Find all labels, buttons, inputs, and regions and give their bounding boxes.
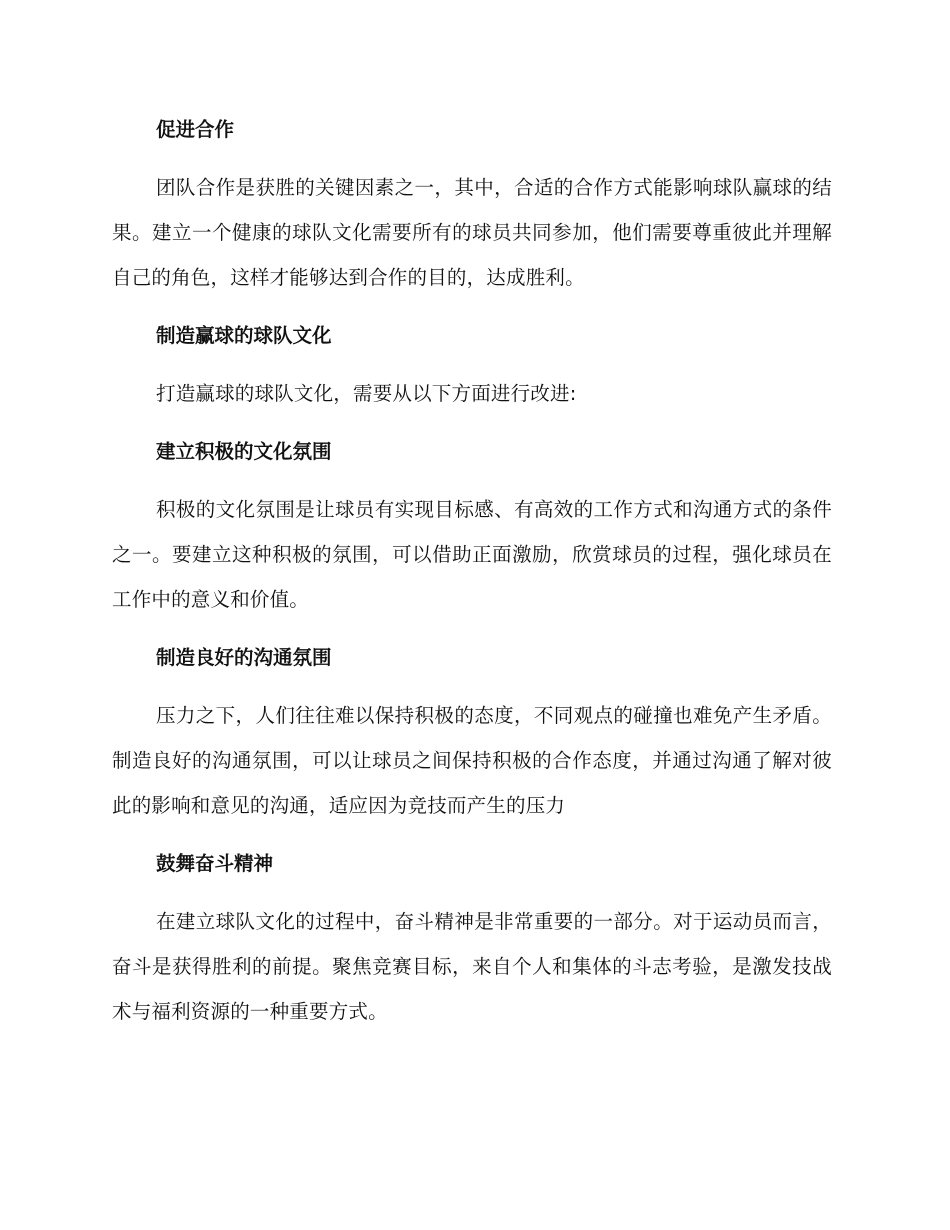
section-heading-striving-spirit: 鼓舞奋斗精神 [156, 852, 274, 875]
section-paragraph-communication: 压力之下，人们往往难以保持积极的态度，不同观点的碰撞也难免产生矛盾。制造良好的沟通氛围，可以让球员之间保持积极的合作态度，并通过沟通了解对彼此的影响和意见的沟通，适应因为竞技而产生的压力 [112, 704, 832, 817]
section-paragraph-positive-atmosphere: 积极的文化氛围是让球员有实现目标感、有高效的工作方式和沟通方式的条件之一。要建立这种积极的氛围，可以借助正面激励，欣赏球员的过程，强化球员在工作中的意义和价值。 [112, 498, 832, 611]
section-paragraph-winning-culture: 打造赢球的球队文化，需要从以下方面进行改进: [156, 382, 577, 405]
section-heading-communication: 制造良好的沟通氛围 [156, 646, 332, 669]
document-page [112, 107, 832, 1047]
section-heading-positive-atmosphere: 建立积极的文化氛围 [156, 440, 332, 463]
section-heading-cooperation: 促进合作 [156, 118, 235, 141]
section-paragraph-cooperation: 团队合作是获胜的关键因素之一，其中，合适的合作方式能影响球队赢球的结果。建立一个健康的球队文化需要所有的球员共同参加，他们需要尊重彼此并理解自己的角色，这样才能够达到合作的目的，达成胜利。 [112, 176, 832, 289]
section-heading-winning-culture: 制造赢球的球队文化 [156, 324, 332, 347]
section-paragraph-striving-spirit: 在建立球队文化的过程中，奋斗精神是非常重要的一部分。对于运动员而言，奋斗是获得胜利的前提。聚焦竞赛目标，来自个人和集体的斗志考验，是激发技战术与福利资源的一种重要方式。 [112, 910, 832, 1023]
